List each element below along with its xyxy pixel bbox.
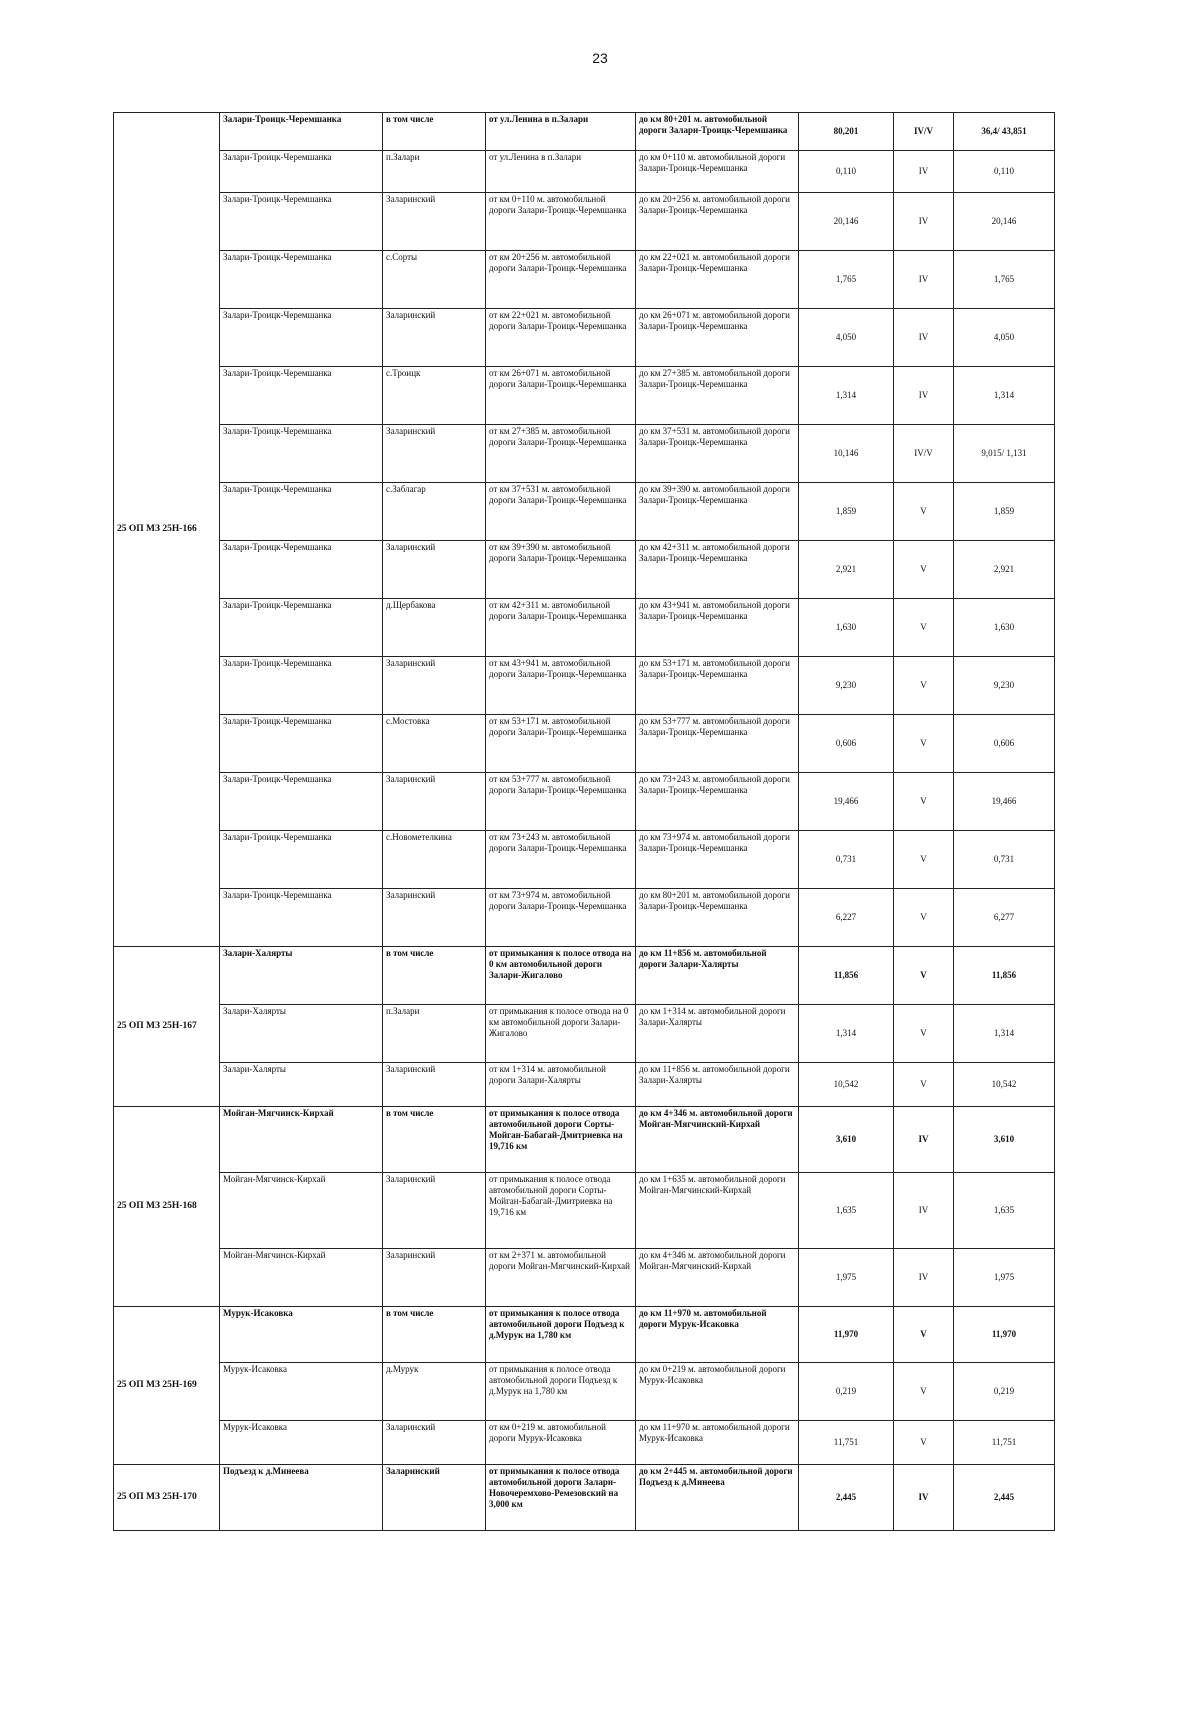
- from-cell: от примыкания к полосе отвода на 0 км автомобильной дороги Залари-Жигалово: [486, 1005, 636, 1063]
- table-row: [114, 1063, 1055, 1107]
- table-row: [114, 889, 1055, 947]
- to-cell: до км 22+021 м. автомобильной дороги Залари-Троицк-Черемшанка: [636, 251, 799, 309]
- locality-cell: с.Троицк: [383, 367, 486, 425]
- table-row: [114, 541, 1055, 599]
- from-cell: от примыкания к полосе отвода автомобильной дороги Подъезд к д.Мурук на 1,780 км: [486, 1307, 636, 1363]
- from-cell: от км 20+256 м. автомобильной дороги Залари-Троицк-Черемшанка: [486, 251, 636, 309]
- length-cell: 0,731: [799, 831, 894, 889]
- locality-cell: с.Заблагар: [383, 483, 486, 541]
- table-row: [114, 1005, 1055, 1063]
- length-split-cell: 1,859: [954, 483, 1055, 541]
- to-cell: до км 42+311 м. автомобильной дороги Залари-Троицк-Черемшанка: [636, 541, 799, 599]
- table-row: [114, 193, 1055, 251]
- length-split-cell: 1,314: [954, 367, 1055, 425]
- to-cell: до км 11+970 м. автомобильной дороги Мурук-Исаковка: [636, 1307, 799, 1363]
- length-cell: 1,314: [799, 1005, 894, 1063]
- from-cell: от ул.Ленина в п.Залари: [486, 151, 636, 193]
- road-code-cell: 25 ОП МЗ 25Н-167: [114, 947, 220, 1107]
- length-split-cell: 3,610: [954, 1107, 1055, 1173]
- length-split-cell: 4,050: [954, 309, 1055, 367]
- to-cell: до км 53+171 м. автомобильной дороги Залари-Троицк-Черемшанка: [636, 657, 799, 715]
- locality-cell: в том числе: [383, 113, 486, 151]
- from-cell: от км 27+385 м. автомобильной дороги Залари-Троицк-Черемшанка: [486, 425, 636, 483]
- category-cell: V: [894, 1005, 954, 1063]
- locality-cell: в том числе: [383, 947, 486, 1005]
- to-cell: до км 26+071 м. автомобильной дороги Залари-Троицк-Черемшанка: [636, 309, 799, 367]
- length-cell: 1,314: [799, 367, 894, 425]
- locality-cell: д.Мурук: [383, 1363, 486, 1421]
- length-split-cell: 0,219: [954, 1363, 1055, 1421]
- length-cell: 10,146: [799, 425, 894, 483]
- from-cell: от примыкания к полосе отвода автомобильной дороги Подъезд к д.Мурук на 1,780 км: [486, 1363, 636, 1421]
- length-cell: 9,230: [799, 657, 894, 715]
- table-row: [114, 599, 1055, 657]
- road-name-cell: Залари-Халярты: [220, 947, 383, 1005]
- road-name-cell: Залари-Троицк-Черемшанка: [220, 309, 383, 367]
- category-cell: V: [894, 1363, 954, 1421]
- locality-cell: Заларинский: [383, 1421, 486, 1465]
- category-cell: IV: [894, 309, 954, 367]
- road-name-cell: Подъезд к д.Минеева: [220, 1465, 383, 1531]
- locality-cell: Заларинский: [383, 1063, 486, 1107]
- table-row: [114, 1421, 1055, 1465]
- category-cell: IV: [894, 1465, 954, 1531]
- length-split-cell: 1,975: [954, 1249, 1055, 1307]
- table-row: [114, 113, 1055, 151]
- to-cell: до км 11+970 м. автомобильной дороги Мурук-Исаковка: [636, 1421, 799, 1465]
- to-cell: до км 2+445 м. автомобильной дороги Подъезд к д.Минеева: [636, 1465, 799, 1531]
- category-cell: V: [894, 1307, 954, 1363]
- locality-cell: с.Сорты: [383, 251, 486, 309]
- length-cell: 1,635: [799, 1173, 894, 1249]
- to-cell: до км 39+390 м. автомобильной дороги Залари-Троицк-Черемшанка: [636, 483, 799, 541]
- locality-cell: Заларинский: [383, 1249, 486, 1307]
- road-name-cell: Мурук-Исаковка: [220, 1421, 383, 1465]
- road-code-cell: 25 ОП МЗ 25Н-168: [114, 1107, 220, 1307]
- table-row: [114, 773, 1055, 831]
- category-cell: V: [894, 715, 954, 773]
- length-split-cell: 20,146: [954, 193, 1055, 251]
- table-row: [114, 309, 1055, 367]
- table-row: [114, 831, 1055, 889]
- page-number: 23: [592, 50, 608, 66]
- locality-cell: в том числе: [383, 1307, 486, 1363]
- table-row: [114, 1249, 1055, 1307]
- length-split-cell: 2,921: [954, 541, 1055, 599]
- table-row: [114, 483, 1055, 541]
- roads-table: [113, 112, 1055, 1531]
- to-cell: до км 20+256 м. автомобильной дороги Залари-Троицк-Черемшанка: [636, 193, 799, 251]
- length-split-cell: 0,731: [954, 831, 1055, 889]
- length-split-cell: 19,466: [954, 773, 1055, 831]
- to-cell: до км 73+243 м. автомобильной дороги Залари-Троицк-Черемшанка: [636, 773, 799, 831]
- to-cell: до км 11+856 м. автомобильной дороги Залари-Халярты: [636, 1063, 799, 1107]
- locality-cell: Заларинский: [383, 309, 486, 367]
- locality-cell: в том числе: [383, 1107, 486, 1173]
- road-name-cell: Мурук-Исаковка: [220, 1307, 383, 1363]
- to-cell: до км 0+110 м. автомобильной дороги Залари-Троицк-Черемшанка: [636, 151, 799, 193]
- road-name-cell: Залари-Троицк-Черемшанка: [220, 193, 383, 251]
- roads-table-body: [114, 113, 1055, 1531]
- length-cell: 0,606: [799, 715, 894, 773]
- length-split-cell: 6,277: [954, 889, 1055, 947]
- length-split-cell: 1,314: [954, 1005, 1055, 1063]
- category-cell: V: [894, 889, 954, 947]
- from-cell: от примыкания к полосе отвода на 0 км автомобильной дороги Залари-Жигалово: [486, 947, 636, 1005]
- road-name-cell: Залари-Троицк-Черемшанка: [220, 251, 383, 309]
- road-code-cell: 25 ОП МЗ 25Н-169: [114, 1307, 220, 1465]
- table-row: [114, 947, 1055, 1005]
- road-code-cell: 25 ОП МЗ 25Н-170: [114, 1465, 220, 1531]
- to-cell: до км 43+941 м. автомобильной дороги Залари-Троицк-Черемшанка: [636, 599, 799, 657]
- locality-cell: с.Новометелкина: [383, 831, 486, 889]
- length-split-cell: 11,751: [954, 1421, 1055, 1465]
- from-cell: от км 53+777 м. автомобильной дороги Залари-Троицк-Черемшанка: [486, 773, 636, 831]
- table-row: [114, 151, 1055, 193]
- road-name-cell: Залари-Халярты: [220, 1063, 383, 1107]
- road-name-cell: Мурук-Исаковка: [220, 1363, 383, 1421]
- to-cell: до км 4+346 м. автомобильной дороги Мойган-Мягчинский-Кирхай: [636, 1249, 799, 1307]
- from-cell: от км 37+531 м. автомобильной дороги Залари-Троицк-Черемшанка: [486, 483, 636, 541]
- to-cell: до км 37+531 м. автомобильной дороги Залари-Троицк-Черемшанка: [636, 425, 799, 483]
- road-name-cell: Мойган-Мягчинск-Кирхай: [220, 1173, 383, 1249]
- road-name-cell: Залари-Троицк-Черемшанка: [220, 151, 383, 193]
- length-cell: 1,765: [799, 251, 894, 309]
- length-split-cell: 0,110: [954, 151, 1055, 193]
- table-row: [114, 367, 1055, 425]
- category-cell: IV: [894, 251, 954, 309]
- from-cell: от км 1+314 м. автомобильной дороги Залари-Халярты: [486, 1063, 636, 1107]
- category-cell: IV/V: [894, 113, 954, 151]
- to-cell: до км 0+219 м. автомобильной дороги Мурук-Исаковка: [636, 1363, 799, 1421]
- length-split-cell: 11,856: [954, 947, 1055, 1005]
- category-cell: V: [894, 1063, 954, 1107]
- from-cell: от км 53+171 м. автомобильной дороги Залари-Троицк-Черемшанка: [486, 715, 636, 773]
- length-split-cell: 1,630: [954, 599, 1055, 657]
- length-cell: 11,856: [799, 947, 894, 1005]
- category-cell: IV/V: [894, 425, 954, 483]
- table-row: [114, 715, 1055, 773]
- locality-cell: п.Залари: [383, 1005, 486, 1063]
- locality-cell: Заларинский: [383, 541, 486, 599]
- from-cell: от км 2+371 м. автомобильной дороги Мойган-Мягчинский-Кирхай: [486, 1249, 636, 1307]
- road-code-cell: 25 ОП МЗ 25Н-166: [114, 113, 220, 947]
- road-name-cell: Залари-Троицк-Черемшанка: [220, 773, 383, 831]
- length-cell: 20,146: [799, 193, 894, 251]
- from-cell: от км 26+071 м. автомобильной дороги Залари-Троицк-Черемшанка: [486, 367, 636, 425]
- locality-cell: Заларинский: [383, 657, 486, 715]
- to-cell: до км 80+201 м. автомобильной дороги Залари-Троицк-Черемшанка: [636, 889, 799, 947]
- category-cell: IV: [894, 193, 954, 251]
- to-cell: до км 80+201 м. автомобильной дороги Залари-Троицк-Черемшанка: [636, 113, 799, 151]
- category-cell: V: [894, 773, 954, 831]
- from-cell: от км 0+110 м. автомобильной дороги Залари-Троицк-Черемшанка: [486, 193, 636, 251]
- length-cell: 11,751: [799, 1421, 894, 1465]
- length-cell: 80,201: [799, 113, 894, 151]
- from-cell: от км 39+390 м. автомобильной дороги Залари-Троицк-Черемшанка: [486, 541, 636, 599]
- road-name-cell: Залари-Троицк-Черемшанка: [220, 541, 383, 599]
- length-cell: 0,110: [799, 151, 894, 193]
- to-cell: до км 1+635 м. автомобильной дороги Мойган-Мягчинский-Кирхай: [636, 1173, 799, 1249]
- from-cell: от примыкания к полосе отвода автомобильной дороги Сорты-Мойган-Бабагай-Дмитриевка на 19,716 км: [486, 1107, 636, 1173]
- length-cell: 2,921: [799, 541, 894, 599]
- to-cell: до км 53+777 м. автомобильной дороги Залари-Троицк-Черемшанка: [636, 715, 799, 773]
- locality-cell: Заларинский: [383, 773, 486, 831]
- length-cell: 11,970: [799, 1307, 894, 1363]
- road-name-cell: Залари-Троицк-Черемшанка: [220, 425, 383, 483]
- to-cell: до км 73+974 м. автомобильной дороги Залари-Троицк-Черемшанка: [636, 831, 799, 889]
- road-name-cell: Залари-Троицк-Черемшанка: [220, 715, 383, 773]
- from-cell: от км 73+974 м. автомобильной дороги Залари-Троицк-Черемшанка: [486, 889, 636, 947]
- length-cell: 1,975: [799, 1249, 894, 1307]
- category-cell: IV: [894, 1249, 954, 1307]
- length-split-cell: 10,542: [954, 1063, 1055, 1107]
- table-row: [114, 1307, 1055, 1363]
- length-cell: 2,445: [799, 1465, 894, 1531]
- road-name-cell: Залари-Троицк-Черемшанка: [220, 599, 383, 657]
- road-name-cell: Залари-Троицк-Черемшанка: [220, 889, 383, 947]
- locality-cell: Заларинский: [383, 1465, 486, 1531]
- from-cell: от км 73+243 м. автомобильной дороги Залари-Троицк-Черемшанка: [486, 831, 636, 889]
- category-cell: V: [894, 831, 954, 889]
- road-name-cell: Мойган-Мягчинск-Кирхай: [220, 1107, 383, 1173]
- length-cell: 4,050: [799, 309, 894, 367]
- locality-cell: Заларинский: [383, 1173, 486, 1249]
- category-cell: IV: [894, 367, 954, 425]
- from-cell: от км 43+941 м. автомобильной дороги Залари-Троицк-Черемшанка: [486, 657, 636, 715]
- table-row: [114, 1173, 1055, 1249]
- from-cell: от примыкания к полосе отвода автомобильной дороги Сорты-Мойган-Бабагай-Дмитриевка на 19,716 км: [486, 1173, 636, 1249]
- from-cell: от км 22+021 м. автомобильной дороги Залари-Троицк-Черемшанка: [486, 309, 636, 367]
- table-row: [114, 251, 1055, 309]
- category-cell: V: [894, 657, 954, 715]
- from-cell: от ул.Ленина в п.Залари: [486, 113, 636, 151]
- length-split-cell: 1,635: [954, 1173, 1055, 1249]
- table-row: [114, 425, 1055, 483]
- length-cell: 19,466: [799, 773, 894, 831]
- length-split-cell: 11,970: [954, 1307, 1055, 1363]
- length-cell: 3,610: [799, 1107, 894, 1173]
- locality-cell: д.Щербакова: [383, 599, 486, 657]
- to-cell: до км 1+314 м. автомобильной дороги Залари-Халярты: [636, 1005, 799, 1063]
- to-cell: до км 11+856 м. автомобильной дороги Залари-Халярты: [636, 947, 799, 1005]
- road-name-cell: Залари-Халярты: [220, 1005, 383, 1063]
- to-cell: до км 4+346 м. автомобильной дороги Мойган-Мягчинский-Кирхай: [636, 1107, 799, 1173]
- locality-cell: Заларинский: [383, 193, 486, 251]
- category-cell: V: [894, 541, 954, 599]
- category-cell: V: [894, 599, 954, 657]
- table-row: [114, 1465, 1055, 1531]
- to-cell: до км 27+385 м. автомобильной дороги Залари-Троицк-Черемшанка: [636, 367, 799, 425]
- from-cell: от км 0+219 м. автомобильной дороги Мурук-Исаковка: [486, 1421, 636, 1465]
- road-name-cell: Залари-Троицк-Черемшанка: [220, 657, 383, 715]
- category-cell: IV: [894, 151, 954, 193]
- category-cell: IV: [894, 1107, 954, 1173]
- locality-cell: с.Мостовка: [383, 715, 486, 773]
- length-split-cell: 1,765: [954, 251, 1055, 309]
- table-row: [114, 1363, 1055, 1421]
- locality-cell: Заларинский: [383, 425, 486, 483]
- length-split-cell: 2,445: [954, 1465, 1055, 1531]
- locality-cell: Заларинский: [383, 889, 486, 947]
- category-cell: IV: [894, 1173, 954, 1249]
- road-name-cell: Залари-Троицк-Черемшанка: [220, 367, 383, 425]
- length-split-cell: 0,606: [954, 715, 1055, 773]
- length-cell: 1,859: [799, 483, 894, 541]
- length-cell: 1,630: [799, 599, 894, 657]
- length-cell: 10,542: [799, 1063, 894, 1107]
- from-cell: от примыкания к полосе отвода автомобильной дороги Залари-Новочеремхово-Ремезовский на 3,000 км: [486, 1465, 636, 1531]
- road-name-cell: Мойган-Мягчинск-Кирхай: [220, 1249, 383, 1307]
- length-cell: 0,219: [799, 1363, 894, 1421]
- table-row: [114, 1107, 1055, 1173]
- length-split-cell: 9,015/ 1,131: [954, 425, 1055, 483]
- length-cell: 6,227: [799, 889, 894, 947]
- road-name-cell: Залари-Троицк-Черемшанка: [220, 831, 383, 889]
- category-cell: V: [894, 1421, 954, 1465]
- length-split-cell: 9,230: [954, 657, 1055, 715]
- category-cell: V: [894, 947, 954, 1005]
- category-cell: V: [894, 483, 954, 541]
- locality-cell: п.Залари: [383, 151, 486, 193]
- road-name-cell: Залари-Троицк-Черемшанка: [220, 483, 383, 541]
- length-split-cell: 36,4/ 43,851: [954, 113, 1055, 151]
- table-row: [114, 657, 1055, 715]
- from-cell: от км 42+311 м. автомобильной дороги Залари-Троицк-Черемшанка: [486, 599, 636, 657]
- road-name-cell: Залари-Троицк-Черемшанка: [220, 113, 383, 151]
